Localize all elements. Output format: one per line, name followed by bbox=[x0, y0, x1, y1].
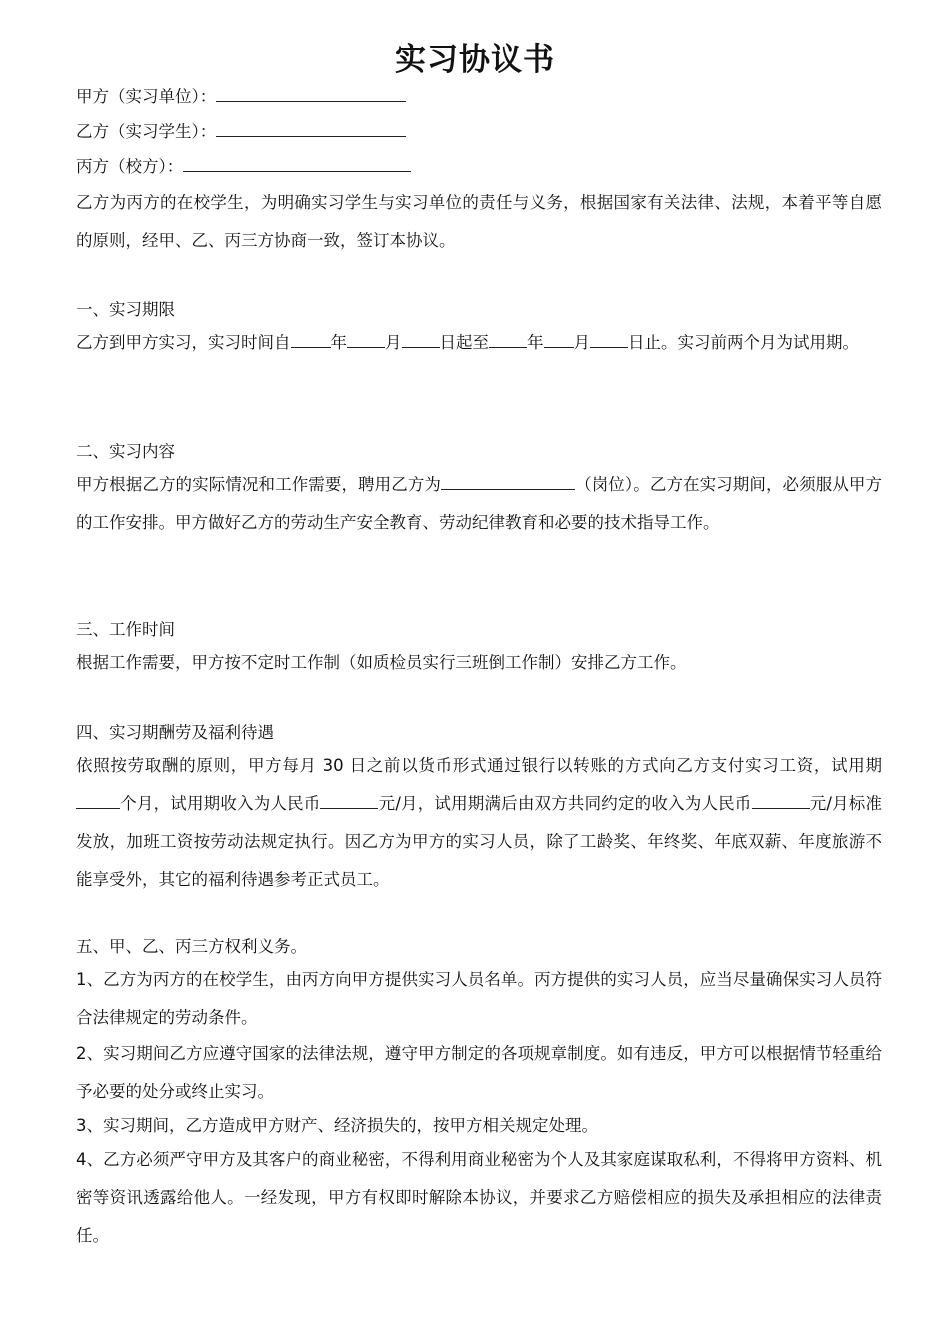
period-text-3: 月 bbox=[385, 333, 402, 352]
party-a-line bbox=[76, 86, 406, 108]
start-month-blank[interactable] bbox=[347, 332, 385, 348]
party-c-blank[interactable] bbox=[183, 156, 411, 172]
section-hours-text: 根据工作需要，甲方按不定时工作制（如质检员实行三班倒工作制）安排乙方工作。 bbox=[76, 653, 687, 672]
regular-salary-blank[interactable] bbox=[752, 793, 810, 809]
rights-item: 2、实习期间乙方应遵守国家的法律法规，遵守甲方制定的各项规章制度。如有违反，甲方可以根据情节轻重给予必要的处分或终止实习。 bbox=[76, 1044, 882, 1101]
start-day-blank[interactable] bbox=[402, 332, 440, 348]
position-blank[interactable] bbox=[441, 474, 575, 490]
party-b-label: 乙方（实习学生）： bbox=[76, 122, 217, 141]
rights-item: 4、乙方必须严守甲方及其客户的商业秘密，不得利用商业秘密为个人及其家庭谋取私利，不得将甲方资料、机密等资讯透露给他人。一经发现，甲方有权即时解除本协议，并要求乙方赔偿相应的损失及承担相应的法律责任。 bbox=[76, 1150, 882, 1245]
section-pay-heading: 四、实习期酬劳及福利待遇 bbox=[76, 723, 274, 742]
party-a-label: 甲方（实习单位）： bbox=[76, 87, 217, 106]
period-text-1: 乙方到甲方实习，实习时间自 bbox=[76, 333, 291, 352]
section-period-heading: 一、实习期限 bbox=[76, 300, 175, 319]
pay-text-4: 元/月标准发放，加班工资按劳动法规定执行。因乙方为甲方的实习人员，除了工龄奖、年终奖、年底双薪、年度旅游不能享受外，其它的福利待遇参考正式员工。 bbox=[76, 794, 882, 889]
party-c-label: 丙方（校方）： bbox=[76, 157, 184, 176]
period-text-6: 月 bbox=[573, 333, 590, 352]
rights-item: 3、实习期间，乙方造成甲方财产、经济损失的，按甲方相关规定处理。 bbox=[76, 1116, 598, 1135]
section-pay-text bbox=[76, 747, 882, 899]
section-period-text bbox=[76, 324, 882, 362]
start-year-blank[interactable] bbox=[291, 332, 331, 348]
party-a-blank[interactable] bbox=[216, 86, 406, 102]
party-c-line bbox=[76, 156, 411, 178]
probation-salary-blank[interactable] bbox=[320, 793, 378, 809]
end-month-blank[interactable] bbox=[544, 332, 574, 348]
section-hours-heading: 三、工作时间 bbox=[76, 620, 175, 639]
party-b-blank[interactable] bbox=[216, 121, 406, 137]
content-text-2: （岗位）。乙方在实习期间，必须服从甲方的工作安排。甲方做好乙方的劳动生产安全教育、劳动纪律教育和必要的技术指导工作。 bbox=[76, 475, 883, 532]
end-day-blank[interactable] bbox=[590, 332, 628, 348]
period-text-7: 日止。实习前两个月为试用期。 bbox=[628, 333, 859, 352]
section-content-text bbox=[76, 466, 882, 542]
period-text-2: 年 bbox=[330, 333, 347, 352]
section-rights-heading: 五、甲、乙、丙三方权利义务。 bbox=[76, 937, 307, 956]
pay-text-2: 个月，试用期收入为人民币 bbox=[120, 794, 321, 813]
rights-item: 1、乙方为丙方的在校学生，由丙方向甲方提供实习人员名单。丙方提供的实习人员，应当尽量确保实习人员符合法律规定的劳动条件。 bbox=[76, 970, 882, 1027]
section-content-heading: 二、实习内容 bbox=[76, 442, 175, 461]
period-text-4: 日起至 bbox=[439, 333, 489, 352]
content-text-1: 甲方根据乙方的实际情况和工作需要，聘用乙方为 bbox=[76, 475, 442, 494]
period-text-5: 年 bbox=[527, 333, 544, 352]
party-b-line bbox=[76, 121, 406, 143]
intro-paragraph: 乙方为丙方的在校学生，为明确实习学生与实习单位的责任与义务，根据国家有关法律、法规，本着平等自愿的原则，经甲、乙、丙三方协商一致，签订本协议。 bbox=[76, 193, 882, 250]
pay-text-1: 依照按劳取酬的原则，甲方每月 30 日之前以货币形式通过银行以转账的方式向乙方支付实习工资，试用期 bbox=[76, 756, 882, 775]
document-title: 实习协议书 bbox=[395, 42, 555, 78]
end-year-blank[interactable] bbox=[489, 332, 527, 348]
pay-text-3: 元/月，试用期满后由双方共同约定的收入为人民币 bbox=[378, 794, 752, 813]
probation-months-blank[interactable] bbox=[76, 793, 120, 809]
